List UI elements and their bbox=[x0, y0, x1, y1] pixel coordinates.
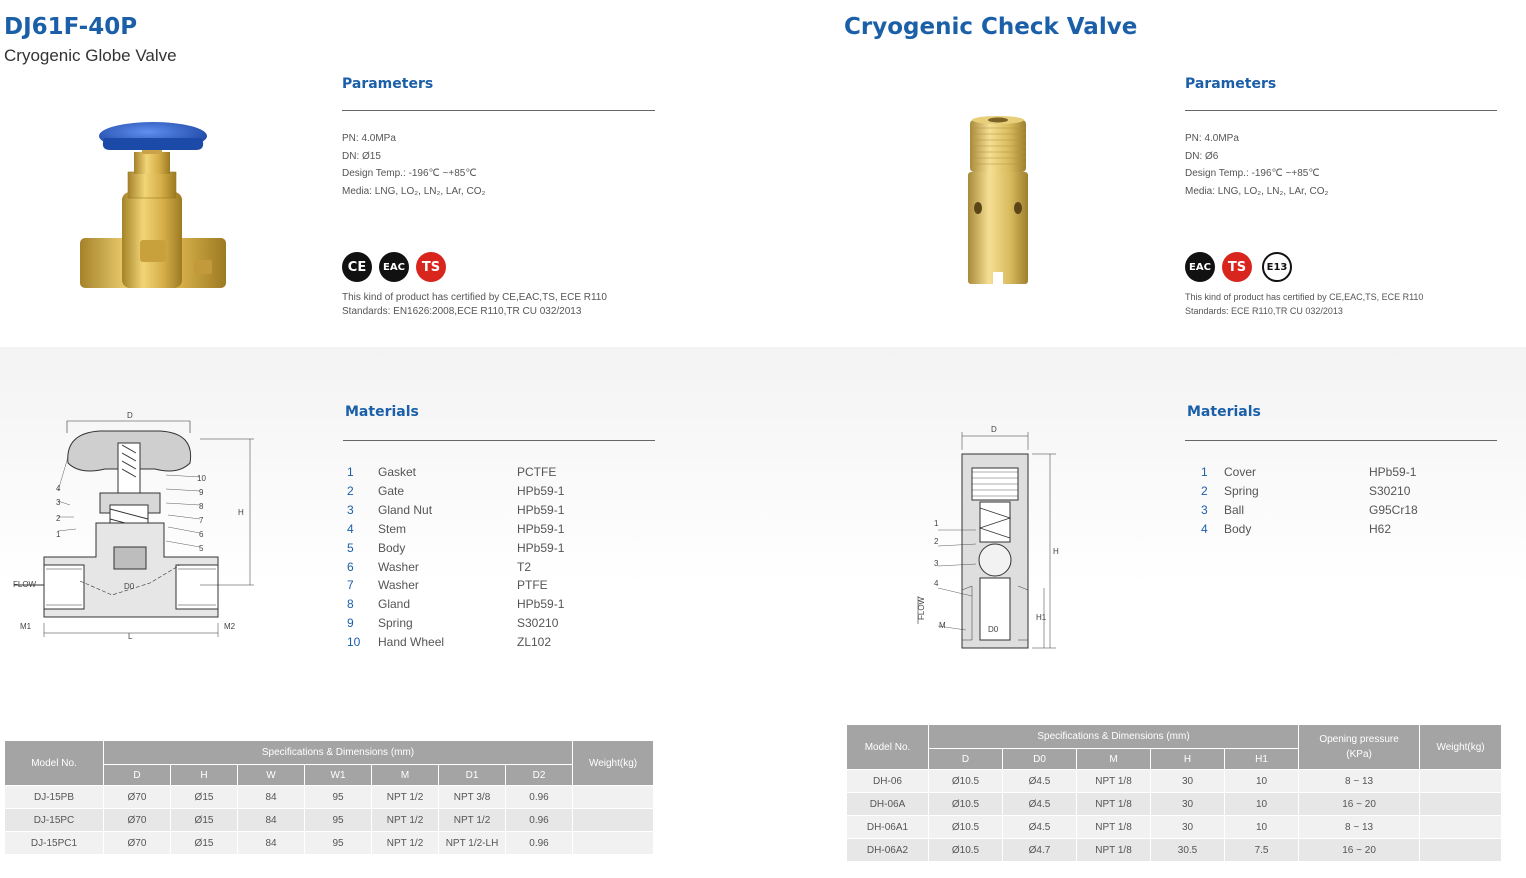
material-row bbox=[1197, 503, 1517, 522]
material-material: HPb59-1 bbox=[1369, 465, 1417, 479]
material-material: HPb59-1 bbox=[517, 483, 565, 498]
right-model-header: Model No. bbox=[847, 725, 929, 770]
material-row bbox=[343, 484, 663, 503]
globe-dim-h: H bbox=[238, 508, 244, 517]
table-cell: 0.96 bbox=[506, 809, 573, 832]
table-cell: Ø70 bbox=[104, 809, 171, 832]
table-cell: NPT 1/8 bbox=[1077, 816, 1151, 839]
right-parameters-heading: Parameters bbox=[1185, 76, 1277, 92]
material-number: 6 bbox=[347, 559, 354, 574]
material-material: S30210 bbox=[1369, 483, 1411, 498]
left-materials-rule bbox=[343, 440, 655, 441]
table-cell bbox=[573, 809, 654, 832]
table-cell: Ø4.5 bbox=[1003, 770, 1077, 793]
table-cell: 10 bbox=[1225, 816, 1299, 839]
material-material: PTFE bbox=[517, 578, 548, 593]
table-cell: Ø15 bbox=[171, 832, 238, 855]
globe-dim-m2: M2 bbox=[224, 622, 236, 631]
left-cert-line: This kind of product has certified by CE,EAC,TS, ECE R110 bbox=[342, 292, 607, 303]
left-col-header: M bbox=[372, 765, 439, 786]
table-cell: NPT 1/8 bbox=[1077, 793, 1151, 816]
left-param-media: Media: LNG, LO₂, LN₂, LAr, CO₂ bbox=[342, 185, 486, 197]
globe-callout-6: 6 bbox=[199, 530, 204, 539]
left-col-header: W1 bbox=[305, 765, 372, 786]
table-cell: Ø70 bbox=[104, 786, 171, 809]
left-group-header: Specifications & Dimensions (mm) bbox=[104, 741, 573, 765]
table-cell: Ø4.5 bbox=[1003, 793, 1077, 816]
globe-callout-4: 4 bbox=[56, 484, 61, 493]
eac-cert-icon: EAC bbox=[379, 252, 409, 282]
check-valve-photo bbox=[960, 112, 1036, 292]
table-cell: 95 bbox=[305, 786, 372, 809]
material-number: 5 bbox=[347, 540, 354, 555]
table-cell bbox=[573, 832, 654, 855]
check-flow-label: FLOW bbox=[917, 596, 926, 620]
globe-valve-drawing bbox=[10, 405, 255, 645]
table-cell: Ø10.5 bbox=[929, 793, 1003, 816]
table-row bbox=[847, 793, 1502, 816]
table-cell: Ø10.5 bbox=[929, 770, 1003, 793]
right-col-header: H1 bbox=[1225, 749, 1299, 770]
right-param-media: Media: LNG, LO₂, LN₂, LAr, CO₂ bbox=[1185, 185, 1329, 197]
table-cell: 84 bbox=[238, 786, 305, 809]
material-number: 4 bbox=[347, 521, 354, 536]
right-standards-line: Standards: ECE R110,TR CU 032/2013 bbox=[1185, 306, 1343, 316]
material-row bbox=[343, 635, 663, 654]
material-part: Spring bbox=[378, 616, 413, 631]
left-standards-line: Standards: EN1626:2008,ECE R110,TR CU 032/2013 bbox=[342, 306, 582, 317]
material-material: HPb59-1 bbox=[517, 521, 565, 536]
globe-dim-d0: D0 bbox=[124, 582, 135, 591]
eac-cert-icon: EAC bbox=[1185, 252, 1215, 282]
table-cell: Ø15 bbox=[171, 809, 238, 832]
check-callout-3: 3 bbox=[934, 559, 939, 568]
table-cell: Ø10.5 bbox=[929, 839, 1003, 862]
left-col-header: D2 bbox=[506, 765, 573, 786]
table-cell: NPT 3/8 bbox=[439, 786, 506, 809]
globe-callout-7: 7 bbox=[199, 516, 204, 525]
table-row bbox=[847, 770, 1502, 793]
model-cell: DJ-15PB bbox=[5, 786, 104, 809]
material-number: 10 bbox=[347, 635, 361, 650]
table-row bbox=[5, 809, 654, 832]
material-part: Washer bbox=[378, 559, 419, 574]
ts-cert-icon: TS bbox=[416, 252, 446, 282]
left-parameters-heading: Parameters bbox=[342, 76, 434, 92]
table-cell: Ø15 bbox=[171, 786, 238, 809]
right-param-dn: DN: Ø6 bbox=[1185, 150, 1219, 162]
table-cell: NPT 1/8 bbox=[1077, 839, 1151, 862]
table-row bbox=[5, 832, 654, 855]
check-callout-2: 2 bbox=[934, 537, 939, 546]
left-col-header: H bbox=[171, 765, 238, 786]
left-param-pn: PN: 4.0MPa bbox=[342, 133, 396, 144]
globe-callout-2: 2 bbox=[56, 514, 61, 523]
table-cell bbox=[1420, 816, 1502, 839]
left-product-name: Cryogenic Globe Valve bbox=[4, 46, 177, 65]
material-number: 4 bbox=[1201, 521, 1208, 536]
table-cell: 16 ~ 20 bbox=[1299, 839, 1420, 862]
material-part: Stem bbox=[378, 521, 407, 536]
ce-cert-icon: CE bbox=[342, 252, 372, 282]
table-cell: 95 bbox=[305, 832, 372, 855]
right-param-pn: PN: 4.0MPa bbox=[1185, 133, 1239, 144]
table-cell: 30 bbox=[1151, 793, 1225, 816]
material-part: Body bbox=[378, 540, 406, 555]
material-material: S30210 bbox=[517, 616, 559, 631]
material-number: 1 bbox=[1201, 465, 1208, 479]
table-cell: 7.5 bbox=[1225, 839, 1299, 862]
material-part: Gland Nut bbox=[378, 502, 433, 517]
globe-flow-label: FLOW bbox=[13, 580, 37, 589]
material-material: HPb59-1 bbox=[517, 502, 565, 517]
material-part: Washer bbox=[378, 578, 419, 593]
material-material: PCTFE bbox=[517, 465, 557, 479]
right-materials-rule bbox=[1185, 440, 1497, 441]
left-col-header: W bbox=[238, 765, 305, 786]
table-cell: 30 bbox=[1151, 816, 1225, 839]
table-cell: 16 ~ 20 bbox=[1299, 793, 1420, 816]
right-opening-header: Opening pressure (KPa) bbox=[1299, 725, 1420, 770]
model-cell: DH-06A2 bbox=[847, 839, 929, 862]
model-cell: DH-06A1 bbox=[847, 816, 929, 839]
left-spec-table bbox=[4, 740, 654, 855]
material-row bbox=[1197, 465, 1517, 484]
table-cell: 10 bbox=[1225, 770, 1299, 793]
table-row bbox=[5, 786, 654, 809]
table-cell bbox=[573, 786, 654, 809]
table-cell: 30.5 bbox=[1151, 839, 1225, 862]
left-col-header: D1 bbox=[439, 765, 506, 786]
material-material: ZL102 bbox=[517, 635, 552, 650]
left-col-header: D bbox=[104, 765, 171, 786]
material-part: Gland bbox=[378, 597, 411, 612]
e13-cert-icon: E13 bbox=[1262, 252, 1292, 282]
table-cell: 30 bbox=[1151, 770, 1225, 793]
right-materials-heading: Materials bbox=[1187, 404, 1261, 420]
right-col-header: D0 bbox=[1003, 749, 1077, 770]
check-dim-d0: D0 bbox=[988, 625, 999, 634]
check-dim-h1: H1 bbox=[1036, 613, 1047, 622]
material-row bbox=[1197, 522, 1517, 541]
model-cell: DJ-15PC1 bbox=[5, 832, 104, 855]
material-part: Spring bbox=[1224, 483, 1259, 498]
material-part: Hand Wheel bbox=[378, 635, 445, 650]
table-cell: 0.96 bbox=[506, 832, 573, 855]
right-col-header: D bbox=[929, 749, 1003, 770]
material-part: Gate bbox=[378, 483, 405, 498]
model-cell: DJ-15PC bbox=[5, 809, 104, 832]
table-cell: 0.96 bbox=[506, 786, 573, 809]
right-params bbox=[1185, 130, 1328, 200]
material-row bbox=[1197, 484, 1517, 503]
right-col-header: M bbox=[1077, 749, 1151, 770]
material-number: 3 bbox=[1201, 502, 1208, 517]
table-cell: 8 ~ 13 bbox=[1299, 816, 1420, 839]
material-row bbox=[343, 522, 663, 541]
material-material: HPb59-1 bbox=[517, 540, 565, 555]
table-cell bbox=[1420, 793, 1502, 816]
table-cell: 84 bbox=[238, 832, 305, 855]
right-group-header: Specifications & Dimensions (mm) bbox=[929, 725, 1299, 749]
left-materials-heading: Materials bbox=[345, 404, 419, 420]
material-material: H62 bbox=[1369, 521, 1392, 536]
table-cell: Ø4.7 bbox=[1003, 839, 1077, 862]
material-number: 8 bbox=[347, 597, 354, 612]
table-cell: Ø70 bbox=[104, 832, 171, 855]
globe-valve-photo bbox=[70, 110, 240, 295]
material-row bbox=[343, 503, 663, 522]
table-cell: 10 bbox=[1225, 793, 1299, 816]
globe-dim-m1: M1 bbox=[20, 622, 32, 631]
table-cell: Ø10.5 bbox=[929, 816, 1003, 839]
left-param-dn: DN: Ø15 bbox=[342, 150, 381, 162]
left-params bbox=[342, 130, 485, 200]
right-weight-header: Weight(kg) bbox=[1420, 725, 1502, 770]
right-product-title: Cryogenic Check Valve bbox=[844, 14, 1138, 40]
material-row bbox=[343, 465, 663, 484]
globe-dim-l: L bbox=[128, 632, 133, 641]
material-number: 2 bbox=[1201, 483, 1208, 498]
material-part: Gasket bbox=[378, 465, 417, 479]
globe-callout-8: 8 bbox=[199, 502, 204, 511]
material-number: 3 bbox=[347, 502, 354, 517]
check-dim-d: D bbox=[991, 425, 997, 434]
left-param-temp: Design Temp.: -196℃ ~+85℃ bbox=[342, 168, 477, 179]
check-valve-drawing bbox=[910, 420, 1070, 660]
material-part: Cover bbox=[1224, 465, 1257, 479]
material-number: 2 bbox=[347, 483, 354, 498]
model-cell: DH-06A bbox=[847, 793, 929, 816]
material-number: 9 bbox=[347, 616, 354, 631]
table-cell: 95 bbox=[305, 809, 372, 832]
material-material: G95Cr18 bbox=[1369, 502, 1418, 517]
material-row bbox=[343, 597, 663, 616]
table-cell: NPT 1/2 bbox=[372, 786, 439, 809]
right-col-header: H bbox=[1151, 749, 1225, 770]
table-cell: NPT 1/8 bbox=[1077, 770, 1151, 793]
material-material: HPb59-1 bbox=[517, 597, 565, 612]
material-number: 7 bbox=[347, 578, 354, 593]
globe-dim-d: D bbox=[127, 411, 133, 420]
table-cell: 8 ~ 13 bbox=[1299, 770, 1420, 793]
material-number: 1 bbox=[347, 465, 354, 479]
check-dim-m: M bbox=[939, 621, 946, 630]
globe-callout-1: 1 bbox=[56, 530, 61, 539]
table-cell bbox=[1420, 770, 1502, 793]
table-cell: NPT 1/2 bbox=[439, 809, 506, 832]
material-row bbox=[343, 541, 663, 560]
material-row bbox=[343, 578, 663, 597]
table-cell: 84 bbox=[238, 809, 305, 832]
material-row bbox=[343, 560, 663, 579]
left-weight-header: Weight(kg) bbox=[573, 741, 654, 786]
left-parameters-rule bbox=[342, 110, 655, 111]
material-part: Body bbox=[1224, 521, 1252, 536]
material-row bbox=[343, 616, 663, 635]
check-dim-h: H bbox=[1053, 547, 1059, 556]
table-cell: NPT 1/2-LH bbox=[439, 832, 506, 855]
table-cell: NPT 1/2 bbox=[372, 809, 439, 832]
material-material: T2 bbox=[517, 559, 532, 574]
right-spec-table bbox=[846, 724, 1502, 862]
table-cell: Ø4.5 bbox=[1003, 816, 1077, 839]
right-cert-line: This kind of product has certified by CE,EAC,TS, ECE R110 bbox=[1185, 292, 1424, 302]
material-part: Ball bbox=[1224, 502, 1245, 517]
model-cell: DH-06 bbox=[847, 770, 929, 793]
left-model-header: Model No. bbox=[5, 741, 104, 786]
table-row bbox=[847, 816, 1502, 839]
check-callout-4: 4 bbox=[934, 579, 939, 588]
ts-cert-icon: TS bbox=[1222, 252, 1252, 282]
globe-callout-3: 3 bbox=[56, 498, 61, 507]
left-model-title: DJ61F-40P bbox=[4, 14, 138, 40]
check-callout-1: 1 bbox=[934, 519, 939, 528]
globe-callout-10: 10 bbox=[197, 474, 206, 483]
right-param-temp: Design Temp.: -196℃ ~+85℃ bbox=[1185, 168, 1320, 179]
table-cell: NPT 1/2 bbox=[372, 832, 439, 855]
table-cell bbox=[1420, 839, 1502, 862]
globe-callout-5: 5 bbox=[199, 544, 204, 553]
table-row bbox=[847, 839, 1502, 862]
right-parameters-rule bbox=[1185, 110, 1497, 111]
globe-callout-9: 9 bbox=[199, 488, 204, 497]
